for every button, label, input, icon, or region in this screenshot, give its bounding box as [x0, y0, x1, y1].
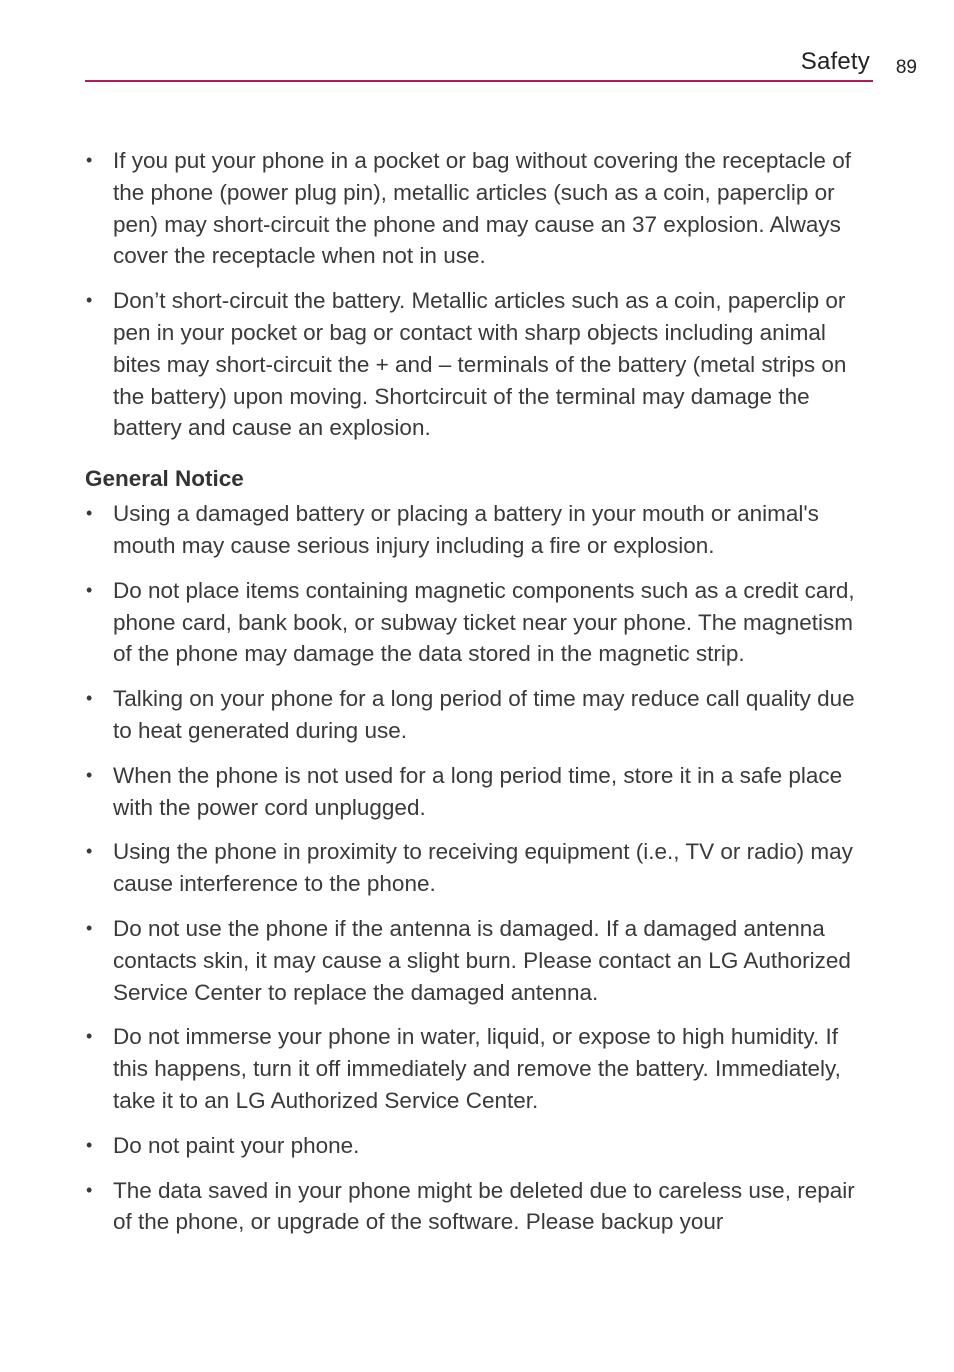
list-item: [85, 1021, 875, 1116]
intro-bullet-list: [85, 145, 875, 444]
header-divider: [85, 80, 873, 82]
list-item: [85, 836, 875, 900]
list-item: [85, 285, 875, 444]
bullet-icon: •: [86, 917, 93, 938]
bullet-text: Do not immerse your phone in water, liquid, or expose to high humidity. If this happens, turn it off immediately and remove the battery. Immediately, take it to an LG Authorized Service Center.: [113, 1024, 841, 1113]
general-notice-bullet-list: [85, 498, 875, 1238]
bullet-text: If you put your phone in a pocket or bag without covering the receptacle of the phone (power plug pin), metallic articles (such as a coin, paperclip or pen) may short-circuit the phone and may cause an 37 explosion. Always cover the receptacle when not in use.: [113, 148, 851, 269]
bullet-icon: •: [86, 503, 93, 524]
bullet-icon: •: [86, 1134, 93, 1155]
page-number: 89: [895, 57, 917, 78]
section-title: Safety: [800, 48, 870, 75]
bullet-text: Using the phone in proximity to receiving equipment (i.e., TV or radio) may cause interference to the phone.: [113, 839, 853, 897]
list-item: [85, 913, 875, 1008]
bullet-icon: •: [86, 150, 93, 170]
bullet-icon: •: [86, 841, 93, 862]
bullet-icon: •: [86, 579, 93, 600]
bullet-text: When the phone is not used for a long period time, store it in a safe place with the power cord unplugged.: [113, 762, 843, 820]
bullet-text: Do not paint your phone.: [113, 1132, 360, 1158]
bullet-text: Don’t short-circuit the battery. Metallic articles such as a coin, paperclip or pen in your pocket or bag or contact with sharp objects including animal bites may short-circuit the + and – terminals of the battery (metal strips on the battery) upon moving. Shortcircuit of the terminal may damage the battery and cause an explosion.: [113, 288, 847, 441]
list-item: [85, 1175, 875, 1239]
bullet-icon: •: [86, 290, 93, 311]
list-item: [85, 683, 875, 747]
bullet-icon: •: [86, 688, 93, 709]
page-header: [85, 40, 920, 84]
bullet-text: The data saved in your phone might be deleted due to careless use, repair of the phone, or upgrade of the software. Please backup your: [113, 1177, 855, 1235]
bullet-text: Talking on your phone for a long period of time may reduce call quality due to heat generated during use.: [113, 686, 855, 743]
list-item: [85, 1130, 875, 1162]
bullet-icon: •: [86, 764, 93, 785]
list-item: [85, 498, 875, 562]
bullet-text: Do not use the phone if the antenna is damaged. If a damaged antenna contacts skin, it may cause a slight burn. Please contact an LG Authorized Service Center to replace the damaged antenna.: [113, 915, 851, 1005]
list-item: [85, 760, 875, 824]
page-content: [85, 145, 875, 1251]
bullet-text: Do not place items containing magnetic components such as a credit card, phone card, bank book, or subway ticket near your phone. The magnetism of the phone may damage the data stored in the magnetic strip.: [113, 577, 855, 667]
list-item: [85, 145, 875, 272]
bullet-text: Using a damaged battery or placing a battery in your mouth or animal's mouth may cause serious injury including a fire or explosion.: [113, 501, 819, 558]
bullet-icon: •: [86, 1179, 93, 1200]
list-item: [85, 575, 875, 670]
bullet-icon: •: [86, 1026, 93, 1047]
general-notice-heading: General Notice: [85, 466, 244, 492]
